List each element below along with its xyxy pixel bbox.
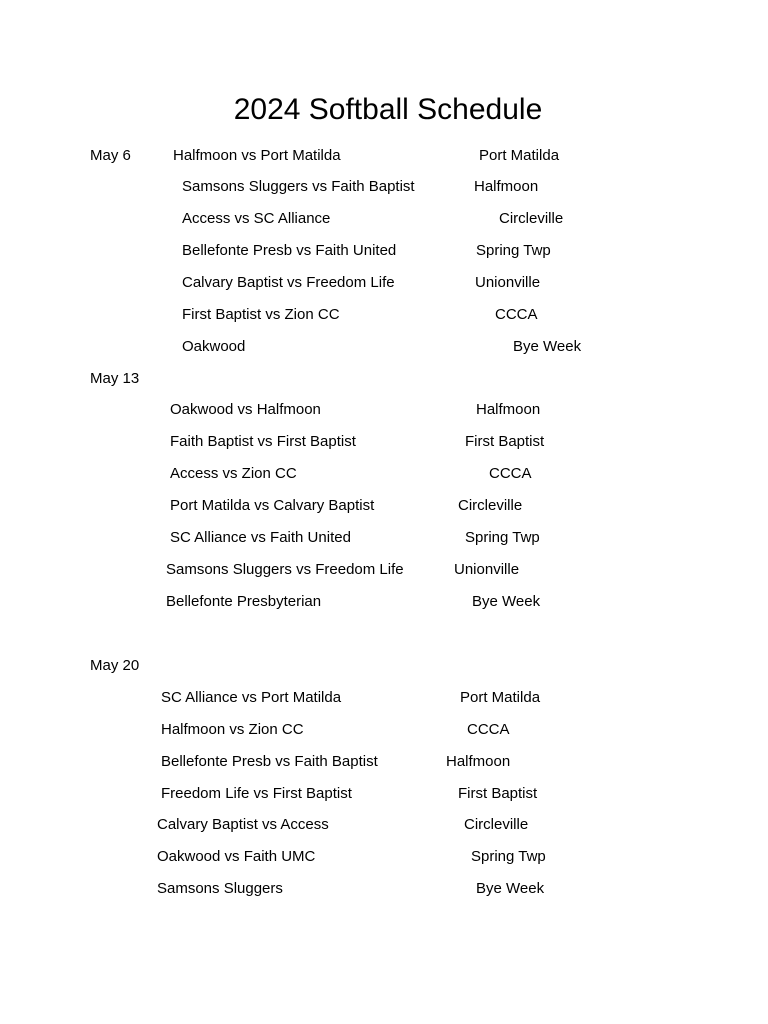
game-match: Bellefonte Presbyterian xyxy=(166,593,322,610)
game-location: First Baptist xyxy=(465,433,545,450)
game-match: Bellefonte Presb vs Faith Baptist xyxy=(161,753,378,770)
game-location: Bye Week xyxy=(513,338,582,355)
game-match: First Baptist vs Zion CC xyxy=(182,306,340,323)
page-title: 2024 Softball Schedule xyxy=(233,93,543,126)
game-location: Halfmoon xyxy=(446,753,511,770)
game-location: Spring Twp xyxy=(465,529,540,546)
week-date: May 13 xyxy=(90,370,140,387)
game-location: Unionville xyxy=(454,561,520,578)
game-match: Samsons Sluggers vs Freedom Life xyxy=(166,561,404,578)
game-location: Circleville xyxy=(464,816,529,833)
week-date: May 20 xyxy=(90,657,140,674)
game-match: Oakwood vs Faith UMC xyxy=(157,848,316,865)
game-location: CCCA xyxy=(495,306,538,323)
game-location: CCCA xyxy=(489,465,532,482)
game-location: Bye Week xyxy=(472,593,541,610)
game-match: SC Alliance vs Faith United xyxy=(170,529,351,546)
game-match: Samsons Sluggers vs Faith Baptist xyxy=(182,178,415,195)
game-location: CCCA xyxy=(467,721,510,738)
game-match: Halfmoon vs Port Matilda xyxy=(173,147,341,164)
game-location: Circleville xyxy=(499,210,564,227)
game-match: Freedom Life vs First Baptist xyxy=(161,785,352,802)
game-location: Spring Twp xyxy=(471,848,546,865)
game-match: Oakwood vs Halfmoon xyxy=(170,401,321,418)
game-location: Port Matilda xyxy=(460,689,541,706)
game-match: Halfmoon vs Zion CC xyxy=(161,721,304,738)
game-location: Circleville xyxy=(458,497,523,514)
game-match: SC Alliance vs Port Matilda xyxy=(161,689,342,706)
game-location: Halfmoon xyxy=(474,178,539,195)
game-location: Port Matilda xyxy=(479,147,560,164)
game-match: Access vs SC Alliance xyxy=(182,210,331,227)
game-location: Halfmoon xyxy=(476,401,541,418)
game-match: Faith Baptist vs First Baptist xyxy=(170,433,356,450)
game-match: Calvary Baptist vs Freedom Life xyxy=(182,274,395,291)
game-location: First Baptist xyxy=(458,785,538,802)
game-match: Samsons Sluggers xyxy=(157,880,283,897)
game-match: Oakwood xyxy=(182,338,246,355)
week-date: May 6 xyxy=(90,147,131,164)
game-match: Calvary Baptist vs Access xyxy=(157,816,329,833)
game-location: Bye Week xyxy=(476,880,545,897)
game-match: Port Matilda vs Calvary Baptist xyxy=(170,497,375,514)
game-location: Unionville xyxy=(475,274,541,291)
game-location: Spring Twp xyxy=(476,242,551,259)
game-match: Bellefonte Presb vs Faith United xyxy=(182,242,397,259)
game-match: Access vs Zion CC xyxy=(170,465,297,482)
